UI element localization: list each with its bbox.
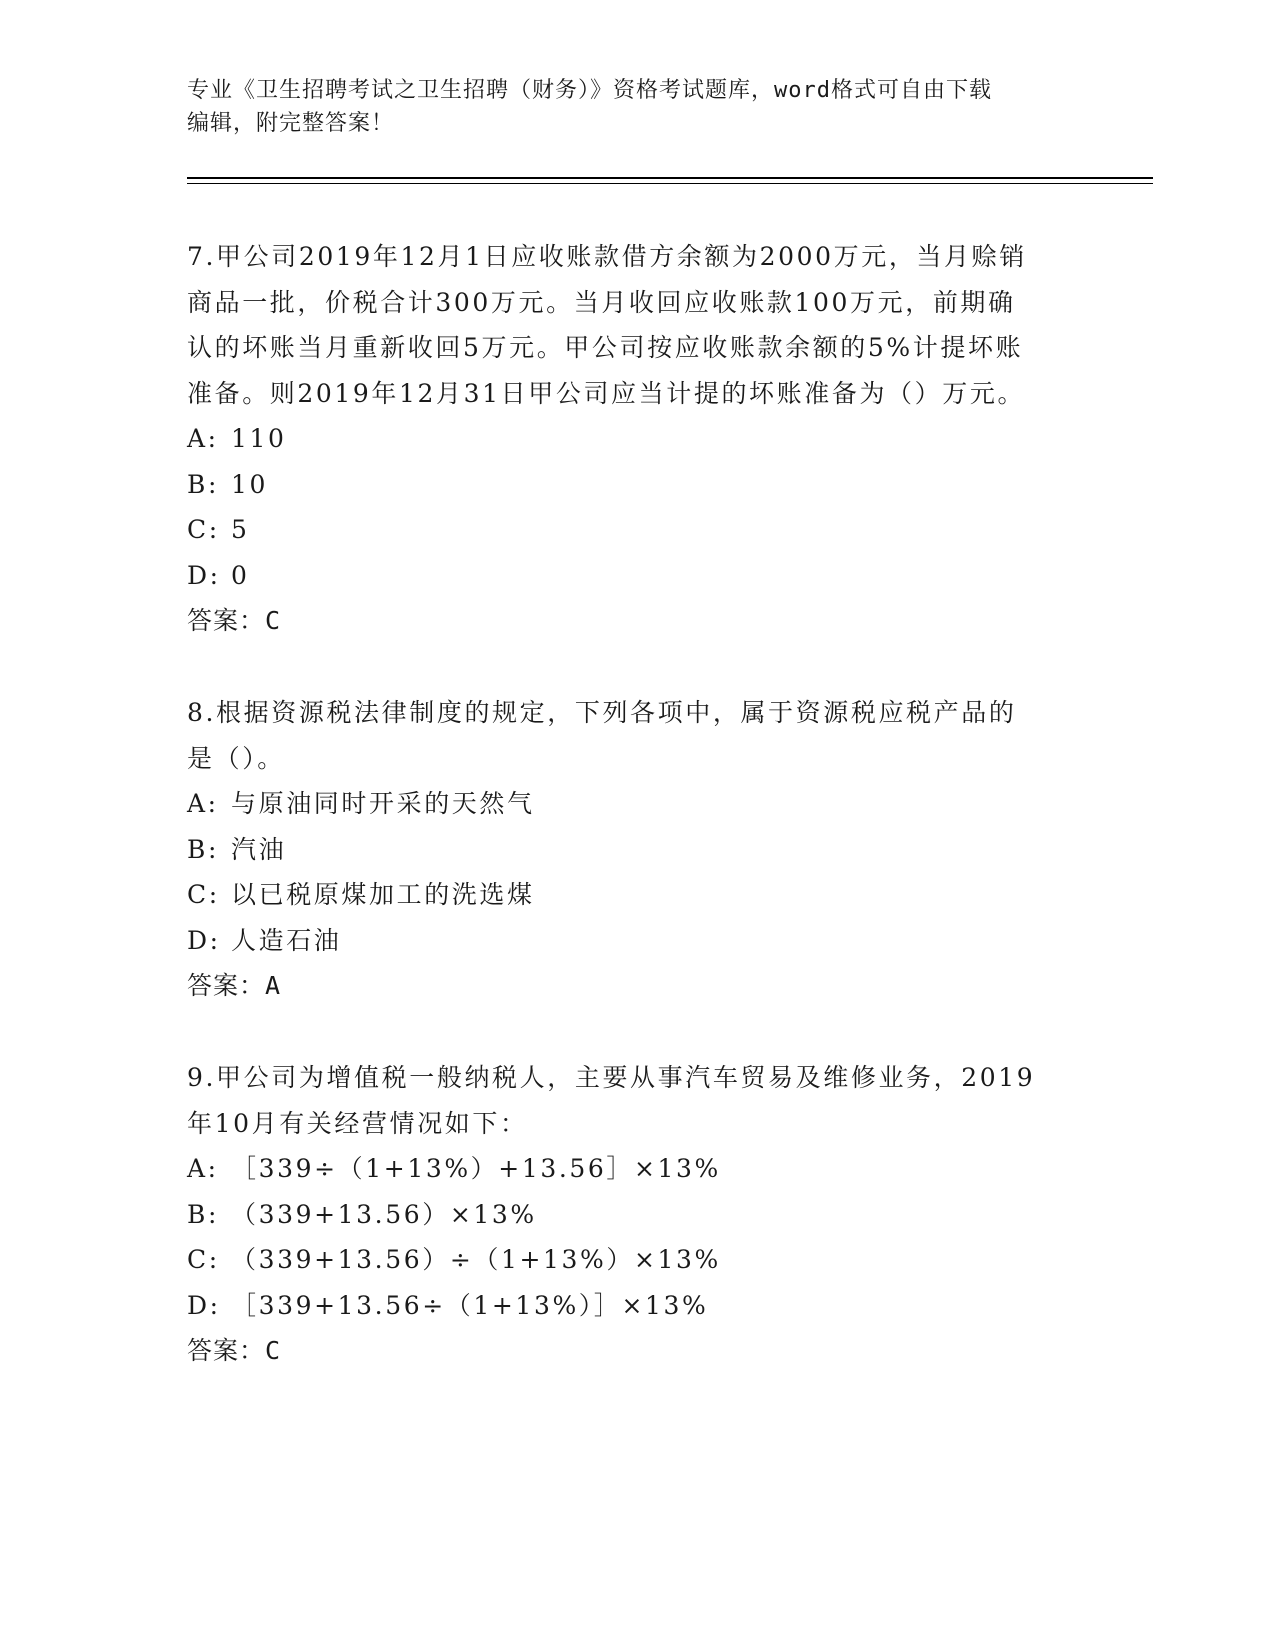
option-label: C: [187, 880, 220, 909]
option-b [187, 1192, 1087, 1238]
question-stem-line: 9.甲公司为增值税一般纳税人，主要从事汽车贸易及维修业务，2019 [187, 1063, 1036, 1092]
question-stem-line: 8.根据资源税法律制度的规定，下列各项中，属于资源税应税产品的 [187, 698, 1017, 727]
header-divider-thin [187, 183, 1153, 184]
answer-line: 答案：C [187, 606, 282, 635]
option-label: C: [187, 1245, 220, 1274]
option-label: B: [187, 1199, 219, 1229]
option-c [187, 872, 1087, 918]
document-header [187, 74, 1087, 140]
option-b [187, 827, 1087, 873]
option-text: 人造石油 [231, 925, 342, 955]
header-divider-thick [187, 177, 1153, 179]
option-text: 10 [231, 469, 269, 499]
header-line-2: 编辑，附完整答案！ [187, 111, 395, 136]
option-c [187, 1237, 1087, 1283]
option-d [187, 553, 1087, 599]
option-label: A: [187, 424, 219, 453]
question-9 [187, 1055, 1087, 1374]
option-label: A: [187, 789, 219, 818]
option-text: ［339÷（1+13%）+13.56］×13% [231, 1154, 721, 1183]
option-a [187, 416, 1087, 462]
option-text: 110 [231, 424, 287, 453]
option-text: 与原油同时开采的天然气 [231, 789, 535, 818]
option-text: 0 [231, 560, 250, 590]
question-8 [187, 690, 1087, 1009]
option-text: 5 [231, 515, 250, 544]
question-stem-line: 商品一批，价税合计300万元。当月收回应收账款100万元，前期确 [187, 287, 1016, 317]
option-label: D: [187, 560, 221, 590]
option-label: A: [187, 1154, 219, 1183]
question-stem-line: 认的坏账当月重新收回5万元。甲公司按应收账款余额的5%计提坏账 [187, 333, 1024, 362]
option-text: （339+13.56）÷（1+13%）×13% [231, 1245, 721, 1274]
header-line-1: 专业《卫生招聘考试之卫生招聘（财务）》资格考试题库，word格式可自由下载 [187, 78, 992, 103]
option-a [187, 1146, 1087, 1192]
option-label: D: [187, 1290, 221, 1320]
option-label: B: [187, 469, 219, 499]
question-stem-line: 年10月有关经营情况如下： [187, 1108, 528, 1138]
option-c [187, 507, 1087, 553]
option-text: （339+13.56）×13% [231, 1199, 537, 1229]
option-label: C: [187, 515, 220, 544]
option-text: 汽油 [231, 834, 287, 864]
option-label: D: [187, 925, 221, 955]
option-d [187, 1283, 1087, 1329]
option-a [187, 781, 1087, 827]
option-label: B: [187, 834, 219, 864]
option-text: ［339+13.56÷（1+13%）］×13% [231, 1290, 709, 1320]
question-stem-line: 是（）。 [187, 743, 285, 773]
option-text: 以已税原煤加工的洗选煤 [231, 880, 535, 909]
question-7 [187, 234, 1087, 644]
question-stem-line: 准备。则2019年12月31日甲公司应当计提的坏账准备为（）万元。 [187, 378, 1026, 408]
answer-line: 答案：C [187, 1336, 282, 1365]
option-b [187, 462, 1087, 508]
option-d [187, 918, 1087, 964]
answer-line: 答案：A [187, 971, 282, 1000]
question-stem-line: 7.甲公司2019年12月1日应收账款借方余额为2000万元，当月赊销 [187, 242, 1027, 271]
